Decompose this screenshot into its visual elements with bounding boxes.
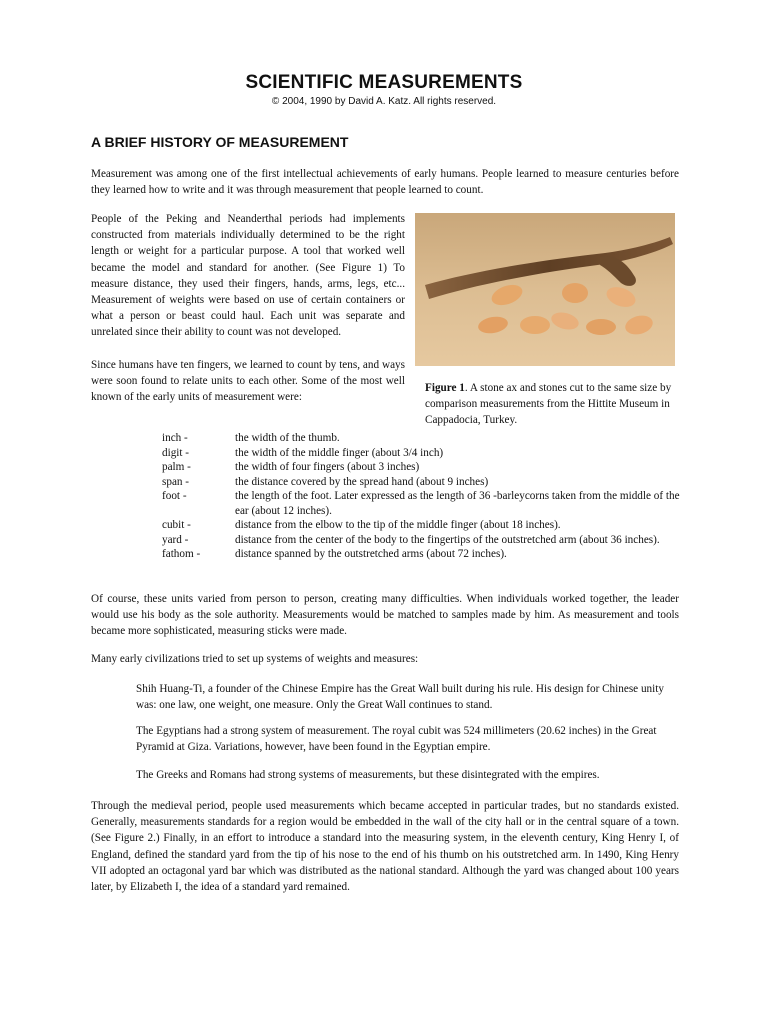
unit-description: the width of four fingers (about 3 inches): [235, 461, 420, 473]
unit-description: distance spanned by the outstretched arms (about 72 inches).: [235, 548, 507, 560]
paragraph-ten-fingers: Since humans have ten fingers, we learned to count by tens, and ways were soon found to relate units to each other. Some of the most well known of the early units of measurement were:: [91, 359, 405, 404]
unit-description: distance from the center of the body to the fingertips of the outstretched arm (about 36 inches).: [235, 533, 660, 546]
figure-caption-text: . A stone ax and stones cut to the same size by comparison measurements from the Hittite Museum in Cappadocia, Turkey.: [425, 382, 672, 426]
indented-paragraph-egypt: The Egyptians had a strong system of measurement. The royal cubit was 524 millimeters (20.62 inches) in the Great Pyramid at Giza. Variations, however, have been found in the Egyptian empire.: [136, 725, 657, 753]
list-item: [162, 431, 682, 446]
figure-1-caption: [425, 380, 675, 428]
unit-term: inch -: [162, 432, 188, 444]
list-item: [162, 475, 682, 490]
list-item: [162, 460, 682, 475]
unit-term: cubit -: [162, 519, 191, 531]
list-item: [162, 518, 682, 533]
unit-description: the length of the foot. Later expressed as the length of 36 -barleycorns taken from the middle of the ear (about 12 inches).: [235, 490, 680, 517]
unit-term: palm -: [162, 461, 191, 473]
paragraph-medieval: Through the medieval period, people used measurements which became accepted in particular trades, but no standards existed. Generally, measurements standards for a region would be embedded in the wall of the city hall or in the central square of a town. (See Figure 2.) Finally, in an effort to introduce a standard into the measuring system, in the eleventh century, King Henry I, of England, defined the standard yard from the tip of his nose to the end of his thumb on his outstretched arm. In 1490, King Henry VII adopted an octagonal yard bar which was distributed as the national standard. Although the yard was changed about 100 years later, by Elizabeth I, the idea of a standard yard remained.: [91, 800, 679, 894]
units-list: [162, 431, 682, 562]
list-item: [162, 446, 682, 461]
unit-term: digit -: [162, 446, 190, 459]
list-item: [162, 547, 682, 562]
unit-term: span -: [162, 475, 190, 488]
unit-description: the distance covered by the spread hand (about 9 inches): [235, 475, 489, 488]
unit-description: the width of the thumb.: [235, 432, 340, 444]
list-item: [162, 489, 682, 518]
document-title: SCIENTIFIC MEASUREMENTS: [245, 72, 523, 93]
paragraph-civilizations: Many early civilizations tried to set up systems of weights and measures:: [91, 653, 419, 665]
unit-description: the width of the middle finger (about 3/4 inch): [235, 446, 444, 459]
indented-paragraph-china: Shih Huang-Ti, a founder of the Chinese Empire has the Great Wall built during his rule. His design for Chinese unity was: one law, one weight, one measure. Only the Great Wall continues to stand.: [136, 683, 664, 711]
unit-term: fathom -: [162, 548, 201, 560]
figure-1-photo: [415, 213, 675, 366]
stone-ax-image: [415, 213, 675, 366]
indented-paragraph-greece-rome: The Greeks and Romans had strong systems of measurements, but these disintegrated with the empires.: [136, 769, 600, 781]
figure-label: Figure 1: [425, 382, 465, 394]
paragraph-intro: Measurement was among one of the first intellectual achievements of early humans. People learned to measure centuries before they learned how to write and it was through measurement that people learned to count.: [91, 168, 679, 197]
unit-term: yard -: [162, 533, 189, 546]
paragraph-peking: People of the Peking and Neanderthal periods had implements constructed from materials individually determined to be the right length or weight for a particular purpose. A tool that worked well became the model and standard for another. (See Figure 1) To measure distance, they used their fingers, hands, arms, legs, etc... Measurement of weights were based on use of certain containers or what a person or beast could haul. Each unit was separate and unrelated since their ability to count was not developed.: [91, 213, 405, 339]
section-heading: A BRIEF HISTORY OF MEASUREMENT: [91, 134, 349, 150]
unit-term: foot -: [162, 490, 187, 502]
list-item: [162, 533, 682, 548]
copyright-line: © 2004, 1990 by David A. Katz. All rights reserved.: [271, 96, 497, 107]
unit-description: distance from the elbow to the tip of the middle finger (about 18 inches).: [235, 519, 561, 531]
paragraph-variations: Of course, these units varied from person to person, creating many difficulties. When individuals worked together, the leader would use his body as the sole authority. Measurements would be matched to samples made by him. As measurement and tools became more sophisticated, measuring sticks were made.: [91, 593, 679, 638]
